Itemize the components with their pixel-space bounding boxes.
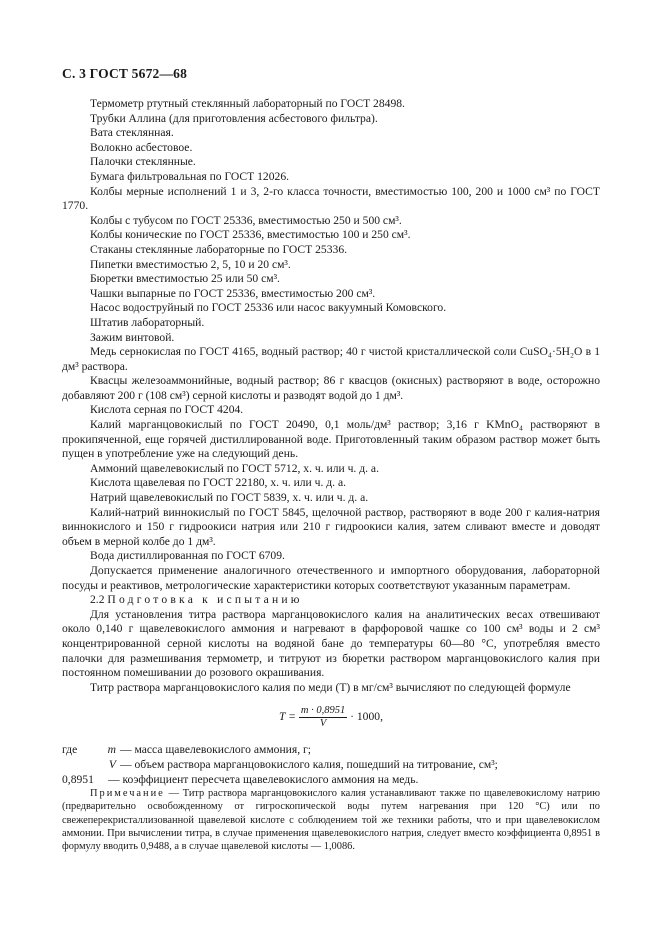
note-title: Примечание bbox=[90, 788, 165, 800]
list-item: Кислота серная по ГОСТ 4204. bbox=[90, 403, 244, 417]
legend-lead: где bbox=[62, 743, 78, 757]
legend-text: — объем раствора марганцовокислого калия, пошедший на титрование, см³; bbox=[120, 757, 498, 771]
list-item: Калий марганцовокислый по ГОСТ 20490, 0,1 моль/дм³ раствор; 3,16 г KMnO₄ растворяют в прокипяченной, еще горячей дистиллированной воде. Приготовленный таким образом раствор может быть пущен в употребление уже на следующий день. bbox=[62, 418, 600, 461]
list-item: Квасцы железоаммонийные, водный раствор; 86 г квасцов (окисных) растворяют в воде, осторожно добавляют 200 г (108 см³) серной кислоты и разводят водой до 1 дм³. bbox=[62, 374, 600, 402]
list-item: Медь сернокислая по ГОСТ 4165, водный раствор; 40 г чистой кристаллической соли CuSO₄·5H₂O в 1 дм³ раствора. bbox=[62, 345, 600, 373]
section-title: Подготовка к испытанию bbox=[107, 593, 303, 607]
list-item: Колбы мерные исполнений 1 и 3, 2-го класса точности, вместимостью 100, 200 и 1000 см³ по ГОСТ 1770. bbox=[62, 184, 600, 213]
list-item: Натрий щавелевокислый по ГОСТ 5839, х. ч. или ч. д. а. bbox=[90, 491, 369, 505]
legend-symbol: m bbox=[107, 743, 116, 757]
list-item: Допускается применение аналогичного отечественного и импортного оборудования, лабораторной посуды и реактивов, метрологические характеристики которых соответствуют указанным параметрам. bbox=[62, 564, 600, 592]
legend-text: — масса щавелевокислого аммония, г; bbox=[120, 743, 311, 757]
document-body bbox=[62, 97, 600, 853]
equipment-list bbox=[62, 97, 600, 593]
note-text: — Титр раствора марганцовокислого калия устанавливают также по щавелевокислому натрию (предварительно освобожденному от гигроскопической воды путем нагревания при 120 °С) или по свежеперекристаллизованной щавелевой кислоте с соблюдением той же техники работы, что и при щавелевокислом аммонии. При вычислении титра, в случае применения щавелевокислого натрия, следует вместо коэффициента 0,8951 в формулу вводить 0,9488, а в случае щавелевой кислоты — 1,0086. bbox=[62, 788, 600, 852]
list-item: Вода дистиллированная по ГОСТ 6709. bbox=[90, 549, 285, 563]
legend-row bbox=[62, 743, 600, 758]
legend-symbol: V bbox=[108, 757, 116, 771]
list-item: Бумага фильтровальная по ГОСТ 12026. bbox=[90, 169, 290, 183]
formula-fraction bbox=[299, 705, 347, 730]
legend-lead bbox=[62, 758, 90, 773]
formula-numerator: m · 0,8951 bbox=[300, 705, 346, 717]
list-item: Штатив лабораторный. bbox=[90, 315, 205, 329]
list-item: Аммоний щавелевокислый по ГОСТ 5712, х. ч. или ч. д. а. bbox=[90, 461, 379, 475]
list-item: Пипетки вместимостью 2, 5, 10 и 20 см³. bbox=[90, 257, 291, 271]
list-item: Кислота щавелевая по ГОСТ 22180, х. ч. или ч. д. а. bbox=[90, 476, 347, 490]
list-item: Стаканы стеклянные лабораторные по ГОСТ 25336. bbox=[90, 242, 348, 256]
titer-formula bbox=[62, 705, 600, 731]
note bbox=[62, 787, 600, 853]
list-item: Термометр ртутный стеклянный лабораторный по ГОСТ 28498. bbox=[90, 97, 405, 110]
legend-row bbox=[62, 773, 600, 788]
list-item: Колбы конические по ГОСТ 25336, вместимостью 100 и 250 см³. bbox=[90, 228, 411, 242]
list-item: Зажим винтовой. bbox=[90, 330, 175, 344]
legend-lead: 0,8951 bbox=[62, 772, 94, 786]
list-item: Волокно асбестовое. bbox=[90, 140, 193, 154]
section-heading bbox=[62, 593, 600, 608]
list-item: Насос водоструйный по ГОСТ 25336 или насос вакуумный Комовского. bbox=[90, 301, 447, 315]
page-header: С. 3 ГОСТ 5672—68 bbox=[62, 66, 188, 81]
preparation-paragraph: Для установления титра раствора марганцовокислого калия на аналитических весах отвешивают около 0,140 г щавелевокислого аммония и нагревают в фарфоровой чашке со 100 см³ воды и 2 см³ концентрированной серной кислоты на водяной бане до температуры 60—80 °С, употребляя вместо палочки для размешивания термометр, и титруют из бюретки раствором марганцовокислого калия при постоянном помешивании до розового окрашивания. bbox=[62, 607, 600, 680]
legend-row bbox=[62, 758, 600, 773]
titer-intro: Титр раствора марганцовокислого калия по меди (T) в мг/см³ вычисляют по следующей формуле bbox=[90, 680, 571, 694]
formula-legend bbox=[62, 743, 600, 787]
list-item: Чашки выпарные по ГОСТ 25336, вместимостью 200 см³. bbox=[90, 286, 376, 300]
formula-lhs: T = bbox=[279, 710, 296, 724]
list-item: Колбы с тубусом по ГОСТ 25336, вместимостью 250 и 500 см³. bbox=[90, 213, 402, 227]
formula-denominator: V bbox=[319, 718, 327, 730]
list-item: Бюретки вместимостью 25 или 50 см³. bbox=[90, 272, 280, 286]
list-item: Палочки стеклянные. bbox=[90, 155, 196, 169]
section-number: 2.2 bbox=[90, 593, 105, 607]
legend-text: — коэффициент пересчета щавелевокислого аммония на медь. bbox=[108, 772, 419, 786]
list-item: Калий-натрий виннокислый по ГОСТ 5845, щелочной раствор, растворяют в воде 200 г калия-натрия виннокислого и 150 г гидроокиси натрия или 210 г гидроокиси калия, затем сливают вместе и доводят объем в мерной колбе до 1 дм³. bbox=[62, 505, 600, 548]
list-item: Трубки Аллина (для приготовления асбестового фильтра). bbox=[90, 111, 378, 125]
formula-rhs: · 1000, bbox=[350, 710, 383, 724]
list-item: Вата стеклянная. bbox=[90, 126, 174, 140]
